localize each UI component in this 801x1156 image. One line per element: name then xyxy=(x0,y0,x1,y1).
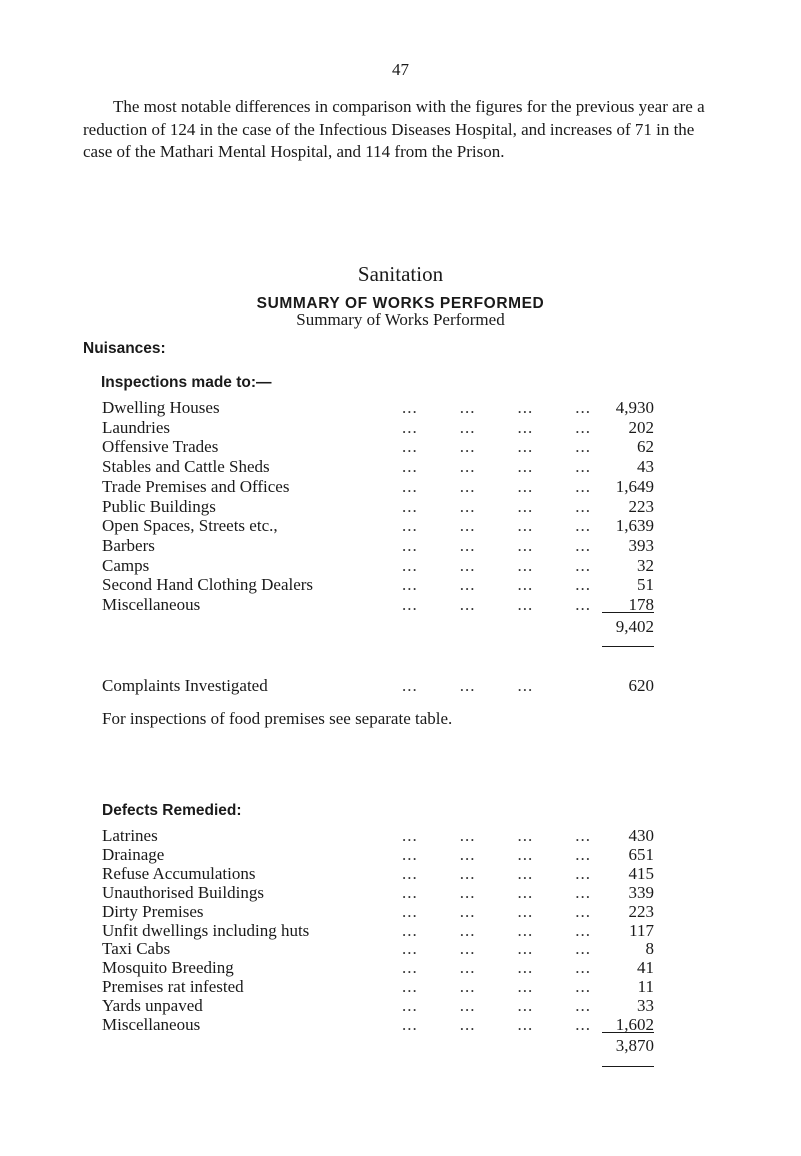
row-value: 51 xyxy=(631,575,654,595)
leader-dots: ... ... ... ... xyxy=(402,417,591,437)
table-row xyxy=(102,556,654,577)
row-value: 1,602 xyxy=(610,1015,654,1035)
summary-heading-bold: SUMMARY OF WORKS PERFORMED xyxy=(256,295,545,312)
table-row xyxy=(102,437,654,458)
table-row xyxy=(102,457,654,478)
row-value: 41 xyxy=(631,958,654,978)
row-value: 62 xyxy=(631,437,654,457)
table-row xyxy=(102,418,654,439)
row-label: Yards unpaved xyxy=(102,996,211,1016)
leader-dots: ... ... ... ... xyxy=(402,457,591,477)
leader-dots: ... ... ... ... xyxy=(402,920,591,940)
table-row xyxy=(102,826,654,847)
row-value: 1,649 xyxy=(610,477,654,497)
table-row xyxy=(102,902,654,923)
table-row xyxy=(102,958,654,979)
leader-dots: ... ... ... ... xyxy=(402,1015,591,1034)
leader-dots: ... ... ... ... xyxy=(402,826,591,845)
row-value: 651 xyxy=(623,845,655,865)
row-value: 117 xyxy=(623,921,654,941)
leader-dots: ... ... ... ... xyxy=(402,996,591,1016)
leader-dots: ... ... ... ... xyxy=(402,437,591,457)
row-label: Laundries xyxy=(102,418,178,438)
inspections-total: 9,402 xyxy=(615,617,654,636)
leader-dots: ... ... ... ... xyxy=(402,516,591,536)
row-label: Taxi Cabs xyxy=(102,939,178,959)
table-row xyxy=(102,497,654,518)
table-row xyxy=(102,1015,654,1036)
leader-dots: ... ... ... ... xyxy=(402,476,591,496)
row-value: 223 xyxy=(623,497,655,517)
defects-total-underline xyxy=(602,1066,654,1067)
leader-dots: ... ... ... ... xyxy=(402,535,591,555)
table-row xyxy=(102,939,654,960)
leader-dots: ... ... ... ... xyxy=(402,595,591,614)
inspections-total-underline xyxy=(602,646,654,647)
inspections-heading: Inspections made to:— xyxy=(101,374,272,391)
leader-dots: ... ... ... ... xyxy=(402,575,591,595)
leader-dots: ... ... ... ... xyxy=(402,496,591,516)
leader-dots: ... ... ... ... xyxy=(402,882,591,902)
row-value: 178 xyxy=(623,595,655,615)
row-label: Offensive Trades xyxy=(102,437,226,457)
table-row xyxy=(102,575,654,596)
leader-dots: ... ... ... ... xyxy=(402,398,591,417)
row-label: Latrines xyxy=(102,826,166,846)
row-label: Drainage xyxy=(102,845,172,865)
leader-dots: ... ... ... ... xyxy=(402,977,591,997)
row-value: 430 xyxy=(623,826,655,846)
row-value: 415 xyxy=(623,864,655,884)
row-value: 32 xyxy=(631,556,654,576)
intro-paragraph: The most notable differences in comparison with the figures for the previous year are a reduction of 124 in the case of the Infectious Diseases Hospital, and increases of 71 in the case of the Mathari Mental Hospital, and 114 from the Prison. xyxy=(83,97,705,161)
section-title: Sanitation xyxy=(357,262,444,286)
leader-dots: ... ... ... ... xyxy=(402,844,591,864)
row-label: Dirty Premises xyxy=(102,902,212,922)
row-label: Premises rat infested xyxy=(102,977,252,997)
row-label: Stables and Cattle Sheds xyxy=(102,457,278,477)
table-row xyxy=(102,536,654,557)
leader-dots: ... ... ... ... xyxy=(402,863,591,883)
leader-dots: ... ... ... ... xyxy=(402,958,591,978)
table-row xyxy=(102,977,654,998)
row-label: Dwelling Houses xyxy=(102,398,228,418)
defects-total: 3,870 xyxy=(615,1036,654,1055)
row-label: Mosquito Breeding xyxy=(102,958,242,978)
row-label: Second Hand Clothing Dealers xyxy=(102,575,321,595)
row-value: 393 xyxy=(623,536,655,556)
table-row xyxy=(102,864,654,885)
row-value: 33 xyxy=(631,996,654,1016)
leader-dots: ... ... ... xyxy=(402,676,534,695)
table-row xyxy=(102,595,654,616)
row-value: 43 xyxy=(631,457,654,477)
row-value: 11 xyxy=(632,977,654,997)
row-label: Miscellaneous xyxy=(102,1015,208,1035)
defects-total-rule xyxy=(602,1032,654,1033)
row-value: 339 xyxy=(623,883,655,903)
row-value: 1,639 xyxy=(610,516,654,536)
row-value: 8 xyxy=(640,939,655,959)
row-label: Open Spaces, Streets etc., xyxy=(102,516,286,536)
row-label: Camps xyxy=(102,556,157,576)
nuisances-heading: Nuisances: xyxy=(83,340,166,357)
defects-heading: Defects Remedied: xyxy=(102,802,242,819)
row-value: 223 xyxy=(623,902,655,922)
table-row xyxy=(102,883,654,904)
row-label: Public Buildings xyxy=(102,497,224,517)
row-value: 202 xyxy=(623,418,655,438)
table-row xyxy=(102,477,654,498)
complaints-value: 620 xyxy=(628,676,654,695)
row-label: Trade Premises and Offices xyxy=(102,477,297,497)
complaints-label: Complaints Investigated xyxy=(102,676,268,695)
summary-heading-plain: Summary of Works Performed xyxy=(296,310,505,329)
food-premises-note: For inspections of food premises see separate table. xyxy=(102,709,453,728)
table-row xyxy=(102,398,654,419)
row-label: Refuse Accumulations xyxy=(102,864,263,884)
row-label: Miscellaneous xyxy=(102,595,208,615)
table-row xyxy=(102,996,654,1017)
leader-dots: ... ... ... ... xyxy=(402,901,591,921)
page-number: 47 xyxy=(392,60,409,79)
table-row xyxy=(102,845,654,866)
table-row xyxy=(102,921,654,942)
row-label: Unfit dwellings including huts xyxy=(102,921,317,941)
table-row xyxy=(102,516,654,537)
inspections-total-rule xyxy=(602,612,654,613)
complaints-row xyxy=(102,676,654,697)
leader-dots: ... ... ... ... xyxy=(402,555,591,575)
leader-dots: ... ... ... ... xyxy=(402,939,591,959)
row-value: 4,930 xyxy=(610,398,654,418)
row-label: Barbers xyxy=(102,536,163,556)
row-label: Unauthorised Buildings xyxy=(102,883,272,903)
